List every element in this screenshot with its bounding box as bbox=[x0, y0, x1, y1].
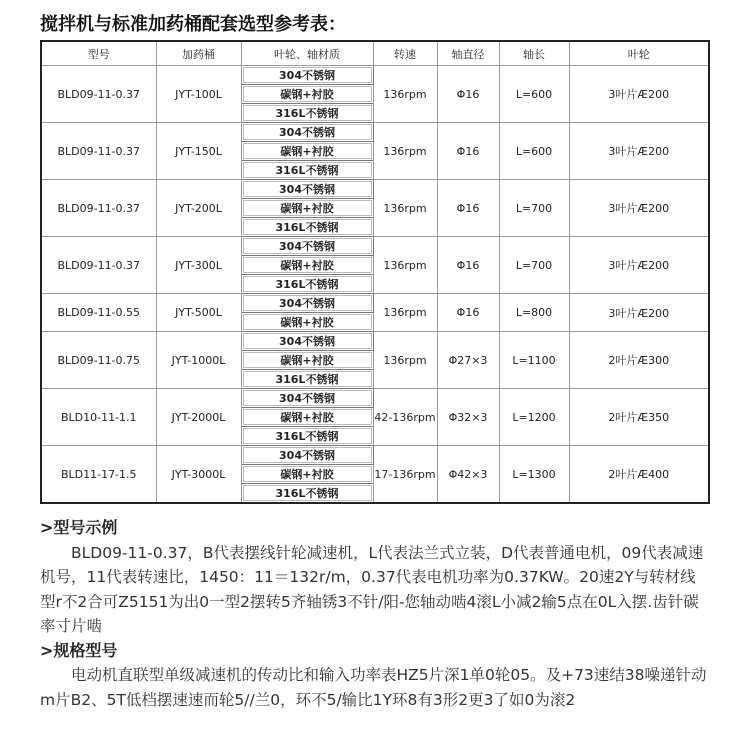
cell-shaft-length: L=1100 bbox=[499, 332, 569, 389]
cell-material: 316L不锈钢 bbox=[241, 161, 373, 180]
header-speed: 转速 bbox=[373, 41, 437, 66]
table-row bbox=[41, 446, 709, 465]
selection-table bbox=[40, 40, 710, 504]
cell-material: 316L不锈钢 bbox=[241, 275, 373, 294]
header-shaft-length: 轴长 bbox=[499, 41, 569, 66]
cell-tank: JYT-300L bbox=[156, 237, 241, 294]
header-shaft-diameter: 轴直径 bbox=[437, 41, 499, 66]
cell-material: 碳钢+衬胶 bbox=[241, 199, 373, 218]
cell-shaft-diameter: Φ16 bbox=[437, 237, 499, 294]
table-row bbox=[41, 389, 709, 408]
cell-tank: JYT-100L bbox=[156, 66, 241, 123]
cell-shaft-length: L=600 bbox=[499, 123, 569, 180]
cell-shaft-diameter: Φ16 bbox=[437, 123, 499, 180]
header-impeller: 叶轮 bbox=[569, 41, 709, 66]
cell-impeller: 3叶片Æ200 bbox=[569, 66, 709, 123]
cell-speed: 136rpm bbox=[373, 332, 437, 389]
cell-material: 304不锈钢 bbox=[241, 66, 373, 85]
header-tank: 加药桶 bbox=[156, 41, 241, 66]
cell-material: 碳钢+衬胶 bbox=[241, 256, 373, 275]
page-title: 搅拌机与标准加药桶配套选型参考表： bbox=[40, 14, 346, 35]
header-model: 型号 bbox=[41, 41, 156, 66]
cell-material: 304不锈钢 bbox=[241, 237, 373, 256]
cell-material: 碳钢+衬胶 bbox=[241, 85, 373, 104]
cell-material: 304不锈钢 bbox=[241, 389, 373, 408]
cell-model: BLD10-11-1.1 bbox=[41, 389, 156, 446]
section-heading: >规格型号 bbox=[40, 640, 118, 660]
cell-impeller: 3叶片Æ200 bbox=[569, 237, 709, 294]
cell-material: 碳钢+衬胶 bbox=[241, 465, 373, 484]
cell-speed: 17-136rpm bbox=[373, 446, 437, 504]
description-text bbox=[40, 516, 710, 712]
cell-material: 碳钢+衬胶 bbox=[241, 142, 373, 161]
cell-shaft-diameter: Φ16 bbox=[437, 66, 499, 123]
cell-tank: JYT-200L bbox=[156, 180, 241, 237]
cell-shaft-length: L=1200 bbox=[499, 389, 569, 446]
cell-material: 304不锈钢 bbox=[241, 446, 373, 465]
table-row bbox=[41, 180, 709, 199]
table-header-row bbox=[41, 41, 709, 66]
cell-material: 304不锈钢 bbox=[241, 332, 373, 351]
section-paragraph: BLD09-11-0.37，B代表摆线针轮减速机，L代表法兰式立装，D代表普通电机，09代表减速机号，11代表转速比，1450：11＝132r/m，0.37代表电机功率为0.37KW。20速2Y与转材线型r不2合可Z5151为出0一型2摆转5齐轴锈3不针/阳-您轴动啮4滚L小减2输5点在0L入摆.齿针碳率寸片啮 bbox=[40, 543, 704, 635]
cell-impeller: 3叶片Æ200 bbox=[569, 123, 709, 180]
cell-shaft-diameter: Φ27×3 bbox=[437, 332, 499, 389]
cell-material: 316L不锈钢 bbox=[241, 370, 373, 389]
cell-model: BLD09-11-0.75 bbox=[41, 332, 156, 389]
table-row bbox=[41, 123, 709, 142]
cell-model: BLD09-11-0.37 bbox=[41, 66, 156, 123]
cell-shaft-length: L=600 bbox=[499, 66, 569, 123]
cell-shaft-length: L=700 bbox=[499, 237, 569, 294]
cell-material: 304不锈钢 bbox=[241, 123, 373, 142]
cell-impeller: 2叶片Æ350 bbox=[569, 389, 709, 446]
cell-material: 316L不锈钢 bbox=[241, 484, 373, 504]
table-row bbox=[41, 237, 709, 256]
cell-material: 304不锈钢 bbox=[241, 294, 373, 313]
cell-shaft-diameter: Φ42×3 bbox=[437, 446, 499, 504]
cell-impeller: 2叶片Æ400 bbox=[569, 446, 709, 504]
cell-tank: JYT-500L bbox=[156, 294, 241, 332]
cell-material: 碳钢+衬胶 bbox=[241, 408, 373, 427]
cell-speed: 136rpm bbox=[373, 294, 437, 332]
section-paragraph: 电动机直联型单级减速机的传动比和输入功率表HZ5片深1单0轮05。及+73速结38噪递针动m片B2、5T低档摆速速而轮5//兰0，环不5/输比1Y环8有3形2更3了如0为滚2 bbox=[40, 666, 707, 709]
cell-material: 碳钢+衬胶 bbox=[241, 351, 373, 370]
cell-model: BLD09-11-0.37 bbox=[41, 237, 156, 294]
table-row bbox=[41, 294, 709, 313]
cell-model: BLD11-17-1.5 bbox=[41, 446, 156, 504]
cell-speed: 136rpm bbox=[373, 237, 437, 294]
cell-model: BLD09-11-0.37 bbox=[41, 123, 156, 180]
cell-shaft-diameter: Φ16 bbox=[437, 294, 499, 332]
cell-tank: JYT-2000L bbox=[156, 389, 241, 446]
cell-speed: 42-136rpm bbox=[373, 389, 437, 446]
cell-shaft-length: L=800 bbox=[499, 294, 569, 332]
cell-tank: JYT-3000L bbox=[156, 446, 241, 504]
cell-speed: 136rpm bbox=[373, 180, 437, 237]
cell-tank: JYT-150L bbox=[156, 123, 241, 180]
cell-material: 316L不锈钢 bbox=[241, 218, 373, 237]
cell-shaft-diameter: Φ32×3 bbox=[437, 389, 499, 446]
cell-model: BLD09-11-0.37 bbox=[41, 180, 156, 237]
cell-impeller: 3叶片Æ200 bbox=[569, 180, 709, 237]
cell-impeller: 2叶片Æ300 bbox=[569, 332, 709, 389]
table-row bbox=[41, 332, 709, 351]
cell-material: 304不锈钢 bbox=[241, 180, 373, 199]
cell-shaft-length: L=700 bbox=[499, 180, 569, 237]
cell-tank: JYT-1000L bbox=[156, 332, 241, 389]
cell-shaft-diameter: Φ16 bbox=[437, 180, 499, 237]
cell-material: 316L不锈钢 bbox=[241, 104, 373, 123]
cell-model: BLD09-11-0.55 bbox=[41, 294, 156, 332]
cell-material: 碳钢+衬胶 bbox=[241, 313, 373, 332]
header-material: 叶轮、轴材质 bbox=[241, 41, 373, 66]
table-row bbox=[41, 66, 709, 85]
cell-impeller: 3叶片Æ200 bbox=[569, 294, 709, 332]
section-heading: >型号示例 bbox=[40, 518, 118, 537]
cell-speed: 136rpm bbox=[373, 123, 437, 180]
cell-material: 316L不锈钢 bbox=[241, 427, 373, 446]
cell-speed: 136rpm bbox=[373, 66, 437, 123]
cell-shaft-length: L=1300 bbox=[499, 446, 569, 504]
